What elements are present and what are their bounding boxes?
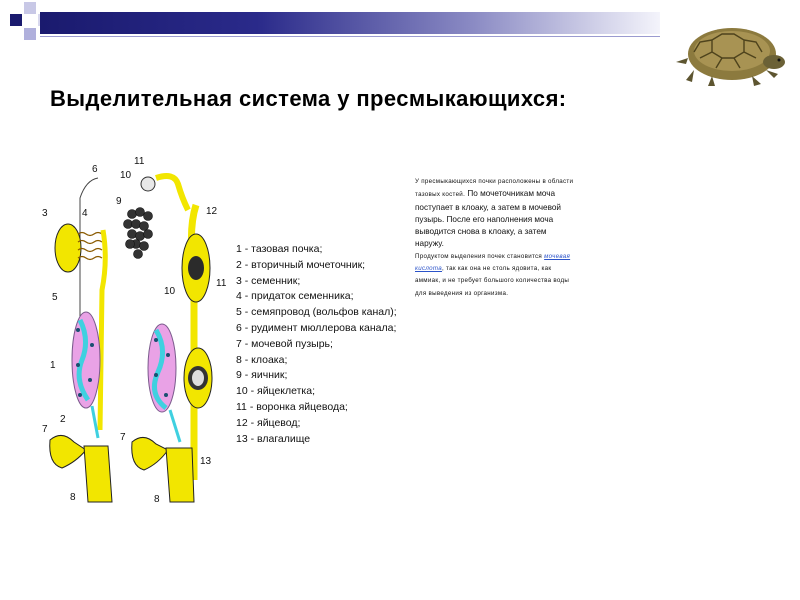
egg-lower-inner (192, 370, 204, 386)
description-main: По мочеточникам моча поступает в клоаку, а затем в мочевой пузырь. После его наполнения моча выводится снова в клоаку, а затем наружу. (415, 189, 561, 249)
cloaca-shape (84, 446, 112, 502)
header-gradient-bar (40, 12, 660, 34)
legend-item: 12 - яйцевод; (236, 416, 301, 429)
label-7-right: 7 (120, 432, 126, 443)
egg-cell-shape (141, 177, 155, 191)
slide-title: Выделительная система у пресмыкающихся: (50, 86, 567, 111)
label-8: 8 (70, 492, 76, 503)
male-system (42, 164, 112, 503)
diagram-legend (236, 242, 397, 447)
epididymis-shape (78, 233, 102, 260)
oviduct-funnel (156, 176, 188, 210)
square-decoration (24, 28, 36, 40)
vas-deferens-duct (100, 230, 105, 430)
legend-item: 11 - воронка яйцевода; (236, 400, 348, 413)
legend-item: 8 - клоака; (236, 353, 288, 366)
label-2: 2 (60, 414, 66, 425)
description-paragraph (415, 175, 575, 251)
legend-item: 2 - вторичный мочеточник; (236, 258, 366, 271)
label-7: 7 (42, 424, 48, 435)
bladder-shape-right (132, 437, 168, 470)
ovary-cluster (124, 208, 153, 259)
description-p2-start: Продуктом выделения почек становится (415, 252, 543, 260)
legend-item: 5 - семяпровод (вольфов канал); (236, 306, 397, 319)
turtle-image (672, 18, 790, 90)
female-system (116, 156, 227, 505)
legend-item: 7 - мочевой пузырь; (236, 337, 333, 350)
label-5: 5 (52, 292, 58, 303)
square-decoration (24, 2, 36, 14)
label-12: 12 (206, 206, 218, 217)
label-11-second: 11 (216, 278, 227, 289)
square-decoration (10, 14, 22, 26)
label-8-right: 8 (154, 494, 160, 505)
label-1: 1 (50, 360, 56, 371)
legend-item: 6 - рудимент мюллерова канала; (236, 321, 397, 334)
label-4: 4 (82, 208, 88, 219)
description-text (415, 175, 575, 300)
label-10: 10 (120, 170, 132, 181)
label-6: 6 (92, 164, 98, 175)
ureter-duct (92, 406, 98, 438)
label-11: 11 (134, 156, 145, 167)
legend-item: 13 - влагалище (236, 432, 311, 445)
uric-acid-link[interactable]: мочевая кислота (415, 252, 571, 273)
description-p2-end: , так как она не столь ядовита, как аммиак, и не требует большого количества воды для выведения из организма. (415, 265, 570, 297)
description-paragraph-2 (415, 251, 575, 300)
legend-item: 4 - придаток семенника; (236, 290, 354, 303)
ureter-duct-right (170, 410, 180, 442)
header-divider (40, 36, 660, 37)
legend-item: 3 - семенник; (236, 274, 301, 287)
description-intro: У пресмыкающихся почки расположены в области тазовых костей. (415, 178, 574, 199)
label-3: 3 (42, 208, 48, 219)
legend-item: 9 - яичник; (236, 369, 288, 382)
label-9: 9 (116, 196, 122, 207)
testis-shape (55, 224, 81, 272)
legend-item: 1 - тазовая почка; (236, 243, 323, 255)
legend-item: 10 - яйцеклетка; (236, 385, 316, 398)
excretory-system-diagram (28, 150, 228, 505)
label-13: 13 (200, 456, 212, 467)
egg-upper (188, 256, 204, 280)
bladder-shape (50, 435, 86, 468)
label-10-second: 10 (164, 286, 176, 297)
cloaca-shape-right (166, 448, 194, 502)
